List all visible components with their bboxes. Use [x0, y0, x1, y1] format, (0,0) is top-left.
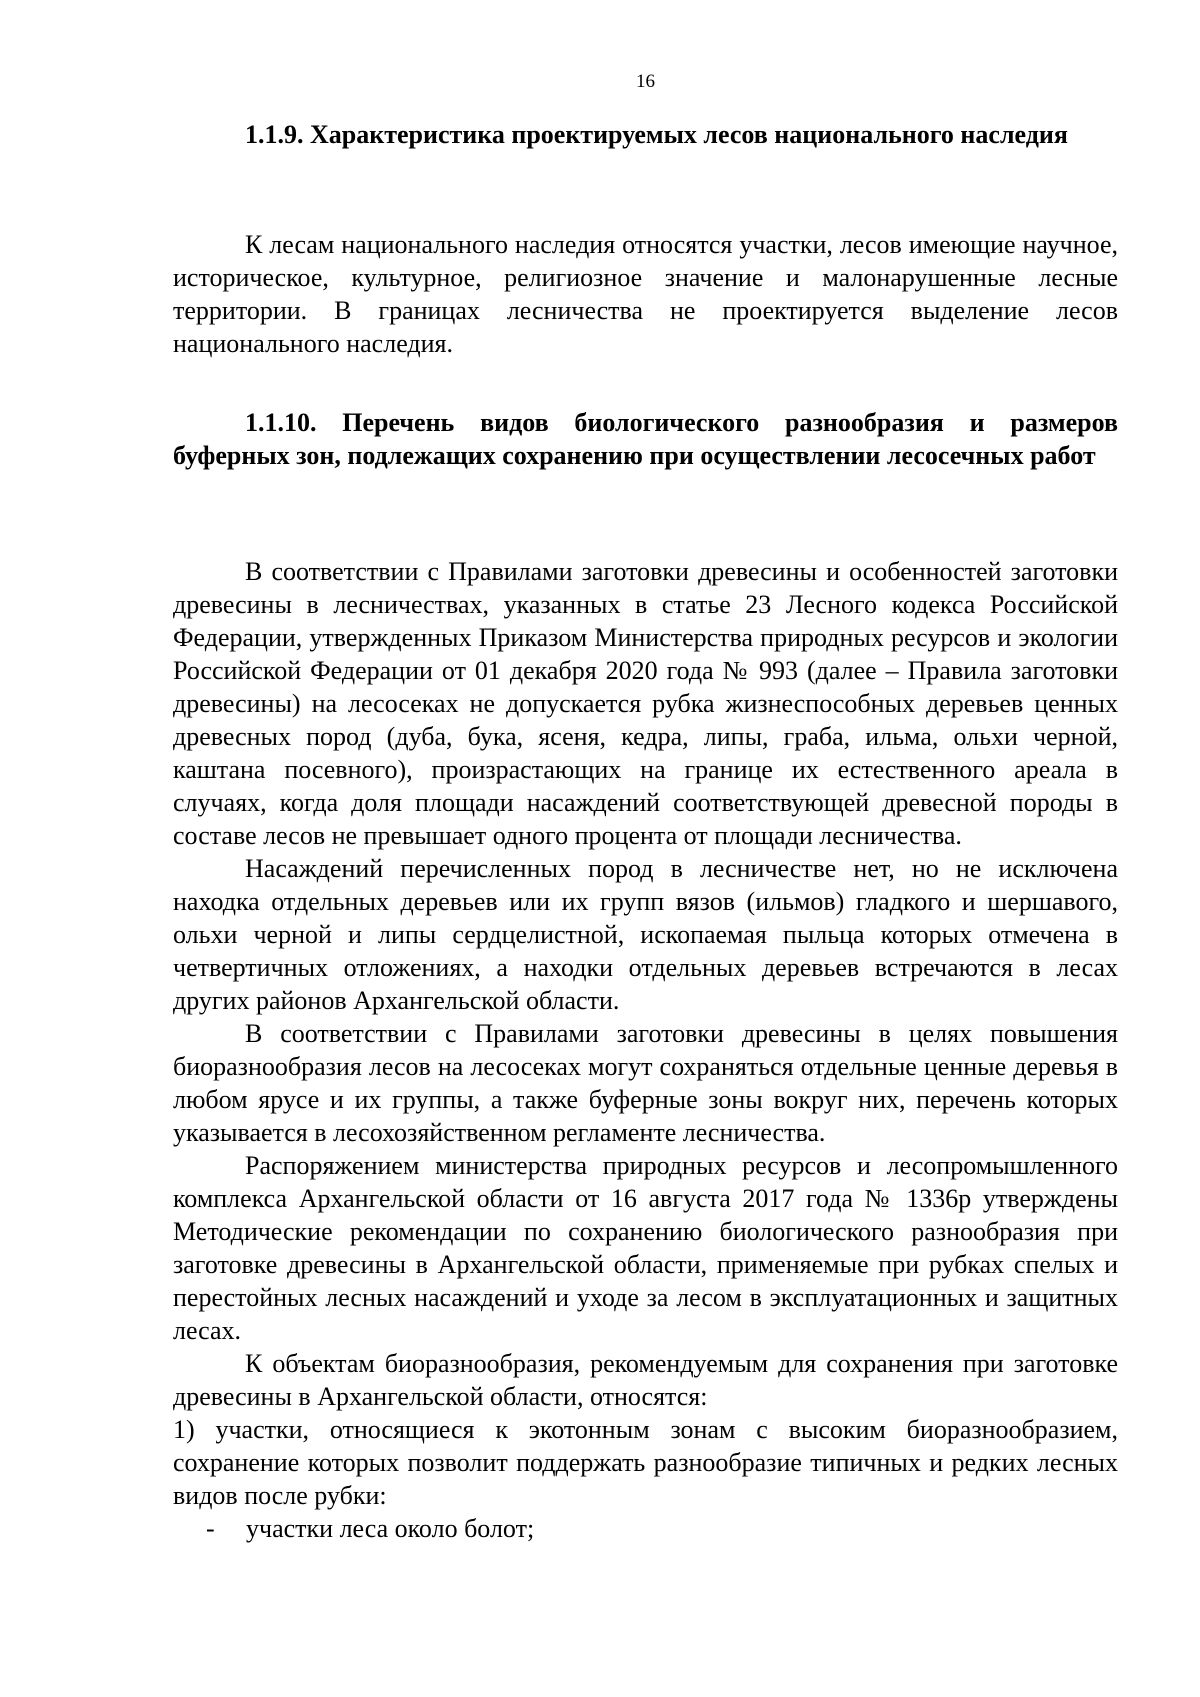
paragraph: Насаждений перечисленных пород в лесничестве нет, но не исключена находка отдельных деревьев или их групп вязов (ильмов) гладкого и шершавого, ольхи черной и липы сердцелистной, ископаемая пыльца которых отмечена в четвертичных отложениях, а находки отдельных деревьев встречаются в лесах других районов Архангельской области.: [173, 854, 1118, 1015]
page-number: 16: [636, 71, 655, 92]
section-heading-1-1-10: 1.1.10. Перечень видов биологического разнообразия и размеров буферных зон, подлежащих сохранению при осуществлении лесосечных работ: [173, 408, 1118, 470]
paragraph: В соответствии с Правилами заготовки древесины и особенностей заготовки древесины в лесничествах, указанных в статье 23 Лесного кодекса Российской Федерации, утвержденных Приказом Министерства природных ресурсов и экологии Российской Федерации от 01 декабря 2020 года № 993 (далее – Правила заготовки древесины) на лесосеках не допускается рубка жизнеспособных деревьев ценных древесных пород (дуба, бука, ясеня, кедра, липы, граба, ильма, ольхи черной, каштана посевного), произрастающих на границе их естественного ареала в случаях, когда доля площади насаждений соответствующей древесной породы в составе лесов не превышает одного процента от площади лесничества.: [173, 557, 1118, 850]
paragraph: В соответствии с Правилами заготовки древесины в целях повышения биоразнообразия лесов на лесосеках могут сохраняться отдельные ценные деревья в любом ярусе и их группы, а также буферные зоны вокруг них, перечень которых указывается в лесохозяйственном регламенте лесничества.: [173, 1019, 1118, 1147]
paragraph: К объектам биоразнообразия, рекомендуемым для сохранения при заготовке древесины в Архангельской области, относятся:: [173, 1349, 1118, 1411]
paragraph: Распоряжением министерства природных ресурсов и лесопромышленного комплекса Архангельской области от 16 августа 2017 года № 1336р утверждены Методические рекомендации по сохранению биологического разнообразия при заготовке древесины в Архангельской области, применяемые при рубках спелых и перестойных лесных насаждений и уходе за лесом в эксплуатационных и защитных лесах.: [173, 1151, 1118, 1345]
section-1-body: [173, 228, 1118, 360]
dash-list-item-text: участки леса около болот;: [246, 1514, 535, 1543]
dash-list-item: [173, 1512, 1118, 1545]
section-2-body: [173, 555, 1118, 1545]
paragraph: К лесам национального наследия относятся участки, лесов имеющие научное, историческое, культурное, религиозное значение и малонарушенные лесные территории. В границах лесничества не проектируется выделение лесов национального наследия.: [173, 230, 1118, 358]
section-heading-1-1-9: 1.1.9. Характеристика проектируемых лесов национального наследия: [245, 120, 1068, 149]
dash-bullet: -: [206, 1514, 215, 1543]
numbered-list-item: 1) участки, относящиеся к экотонным зонам с высоким биоразнообразием, сохранение которых позволит поддержать разнообразие типичных и редких лесных видов после рубки:: [173, 1415, 1118, 1510]
